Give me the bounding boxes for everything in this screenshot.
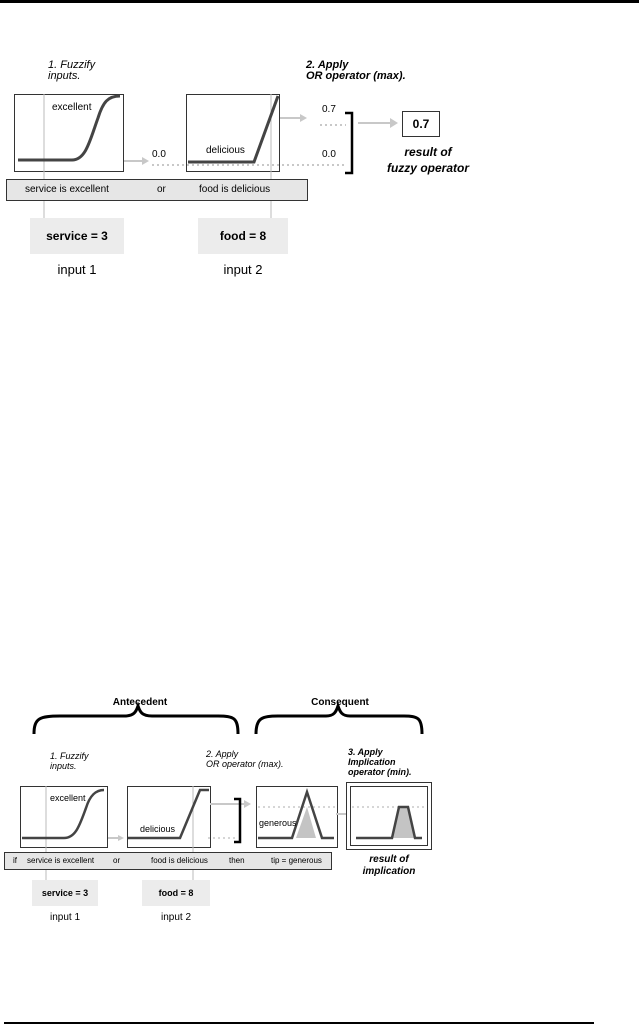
- d2-rule-consequent: tip = generous: [271, 856, 322, 865]
- step2-line1: 2. Apply: [306, 59, 349, 71]
- d2-rule-then: then: [229, 856, 245, 865]
- input1-value: service = 3: [30, 218, 124, 254]
- d2-input2-value: food = 8: [142, 880, 210, 906]
- value-zero-right: 0.0: [322, 149, 336, 160]
- d2-rule-if: if: [13, 856, 17, 865]
- d2-result-caption: [346, 854, 432, 878]
- d2-step2-line1: 2. Apply: [206, 749, 239, 759]
- d2-step3-line3: operator (min).: [348, 767, 412, 777]
- antecedent-header: Antecedent: [112, 697, 168, 708]
- mf-excellent-label: excellent: [52, 102, 92, 113]
- d2-mf-generous-label: generous: [259, 818, 297, 828]
- d2-input1-value: service = 3: [32, 880, 98, 906]
- result-value-box: 0.7: [402, 111, 440, 137]
- step1-line1: 1. Fuzzify: [48, 59, 96, 71]
- rule-antecedent-2: food is delicious: [199, 184, 271, 195]
- d2-arrow-excellent-head: [118, 835, 124, 841]
- step2-line2: OR operator (max).: [306, 70, 406, 82]
- step1-line2: inputs.: [48, 70, 81, 82]
- d2-rule-antecedent-1: service is excellent: [27, 856, 95, 865]
- d2-rule-bar: [4, 852, 332, 870]
- d2-input2-label: input 2: [160, 912, 192, 923]
- d2-generous-curve: [258, 792, 334, 838]
- input1-label: input 1: [57, 262, 97, 277]
- d2-rule-or: or: [113, 856, 121, 865]
- d2-arrow-delicious-head: [244, 800, 251, 808]
- rule-or: or: [157, 184, 166, 195]
- d2-step1-line1: 1. Fuzzify: [50, 751, 89, 761]
- d2-step1-line2: inputs.: [50, 761, 77, 771]
- result-caption-line1: result of: [404, 145, 452, 159]
- value-zero-left: 0.0: [152, 149, 166, 160]
- d2-step2-line2: OR operator (max).: [206, 759, 284, 769]
- mf-delicious-label: delicious: [206, 145, 245, 156]
- input2-value: food = 8: [198, 218, 288, 254]
- d2-mf-excellent-label: excellent: [50, 793, 86, 803]
- d2-rule-antecedent-2: food is delicious: [151, 856, 208, 865]
- rule-antecedent-1: service is excellent: [25, 184, 109, 195]
- result-caption-line2: fuzzy operator: [386, 161, 469, 175]
- d2-mf-delicious-label: delicious: [140, 824, 176, 834]
- antecedent-brace: [34, 706, 238, 734]
- d2-result-caption-line1: result of: [369, 854, 409, 865]
- d2-step3-line1: 3. Apply: [348, 747, 383, 757]
- consequent-brace: [256, 706, 422, 734]
- input2-label: input 2: [223, 262, 263, 277]
- d2-step3-line2: Implication: [348, 757, 396, 767]
- d2-input1-label: input 1: [49, 912, 81, 923]
- bottom-rule: [4, 1022, 594, 1024]
- d2-result-caption-line2: implication: [362, 866, 416, 877]
- consequent-header: Consequent: [311, 697, 369, 708]
- d2-or-bracket: [234, 799, 240, 842]
- value-high: 0.7: [322, 104, 336, 115]
